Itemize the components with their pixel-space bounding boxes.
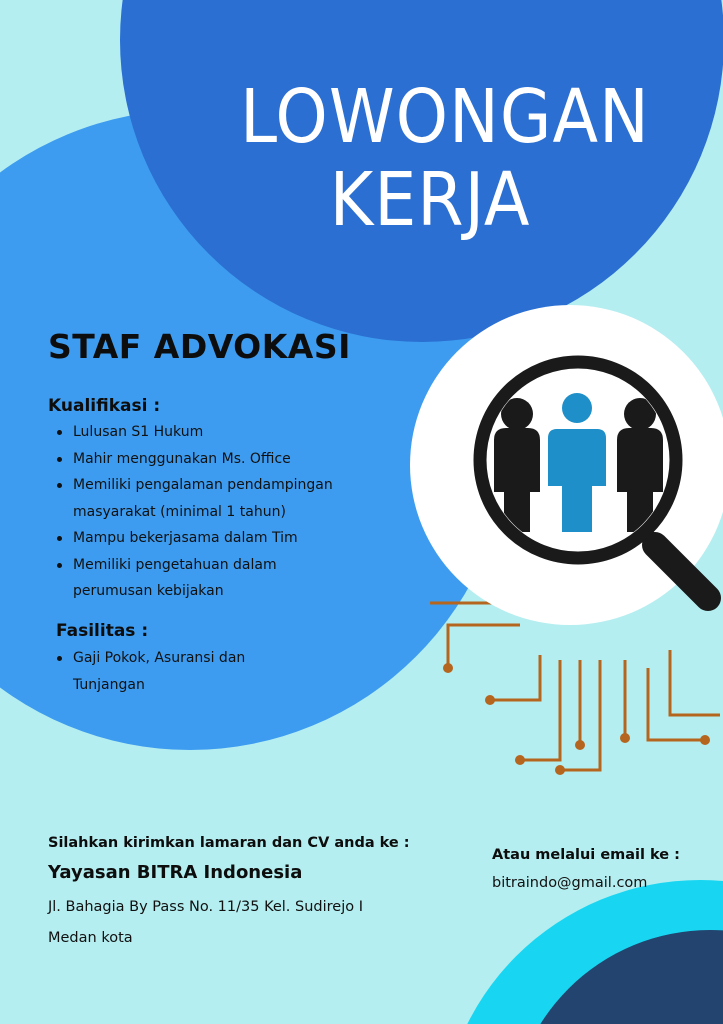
title-line-1: LOWONGAN (240, 74, 650, 160)
facilities-list (48, 645, 298, 698)
qualifications-list (48, 419, 378, 605)
list-item: Memiliki pengetahuan dalam perumusan kebijakan (48, 552, 333, 605)
email-address[interactable]: bitraindo@gmail.com (492, 875, 648, 891)
facilities-heading: Fasilitas : (56, 621, 149, 641)
circuit-lines (430, 603, 720, 770)
address-line-1: Jl. Bahagia By Pass No. 11/35 Kel. Sudirejo I (48, 899, 363, 915)
address-line-2: Medan kota (48, 930, 133, 946)
list-item: Mampu bekerjasama dalam Tim (48, 525, 378, 552)
list-item: Mahir menggunakan Ms. Office (48, 446, 378, 473)
list-item: Memiliki pengalaman pendampingan masyarakat (minimal 1 tahun) (48, 472, 378, 525)
title-line-2: KERJA (329, 157, 531, 243)
organization-name: Yayasan BITRA Indonesia (48, 862, 303, 883)
job-title: STAF ADVOKASI (48, 327, 351, 366)
list-item: Lulusan S1 Hukum (48, 419, 378, 446)
email-label: Atau melalui email ke : (492, 847, 680, 863)
list-item: Gaji Pokok, Asuransi dan Tunjangan (48, 645, 273, 698)
qualifications-heading: Kualifikasi : (48, 396, 161, 416)
send-label: Silahkan kirimkan lamaran dan CV anda ke : (48, 835, 410, 851)
